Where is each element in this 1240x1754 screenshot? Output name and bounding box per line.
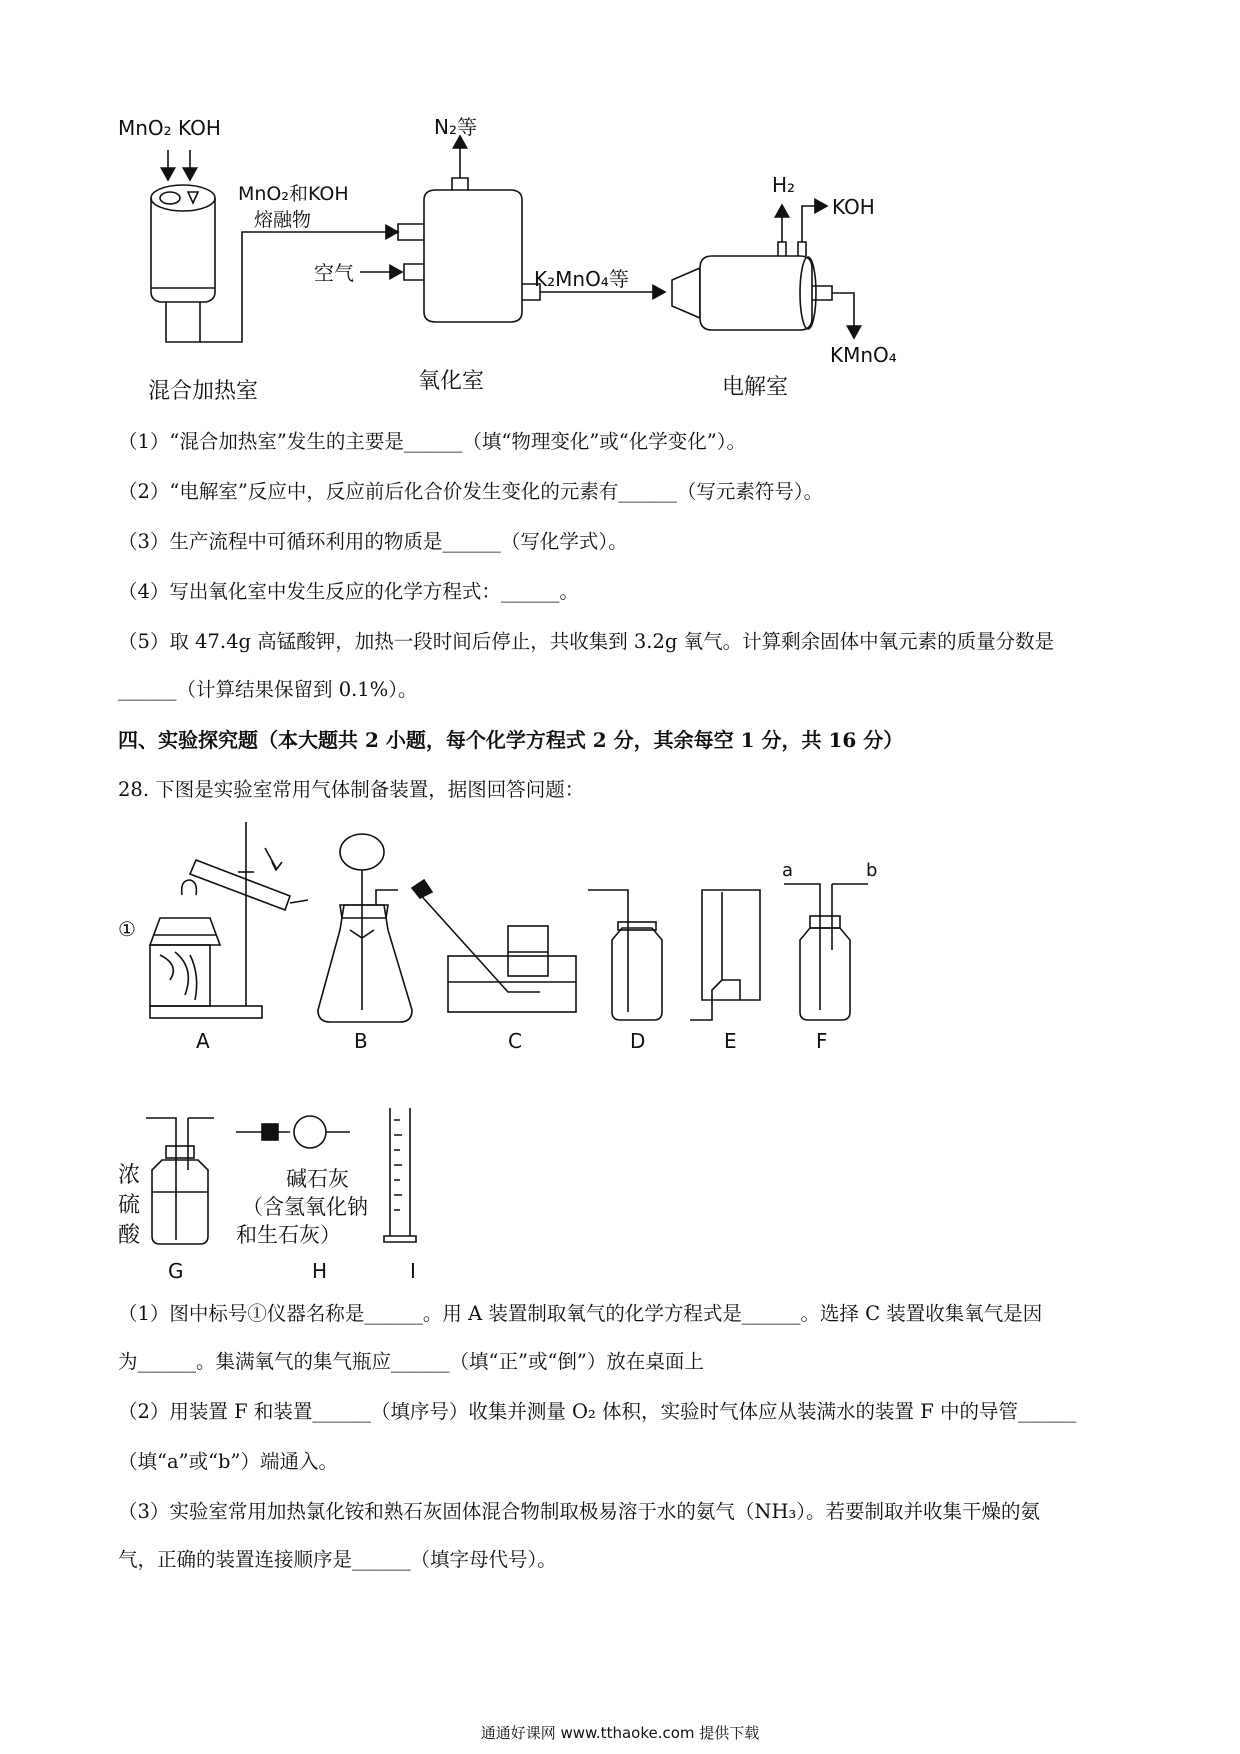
inputs-label: MnO₂ KOH — [118, 116, 221, 140]
q28-line-4: （填“a”或“b”）端通入。 — [118, 1450, 338, 1473]
room-ox-label: 氧化室 — [418, 369, 485, 394]
label-h: H — [312, 1259, 328, 1283]
apparatus-b — [318, 834, 412, 1022]
kmno4-label: KMnO₄ — [830, 343, 897, 367]
q27-line-2: （2）“电解室”反应中，反应前后化合价发生变化的元素有______（写元素符号）。 — [118, 480, 824, 503]
apparatus-f — [784, 884, 868, 1020]
q27-line-5: （5）取 47.4g 高锰酸钾，加热一段时间后停止，共收集到 3.2g 氧气。计算剩余固体中氧元素的质量分数是 — [118, 630, 1055, 653]
apparatus-g — [146, 1118, 214, 1244]
room-mix-label: 混合加热室 — [148, 379, 259, 404]
koh-out-label: KOH — [832, 195, 875, 219]
k2mno4-label: K₂MnO₄等 — [534, 267, 629, 291]
air-label: 空气 — [314, 261, 354, 285]
label-c: C — [508, 1029, 522, 1053]
label-f: F — [816, 1029, 828, 1053]
melt-label-2: 熔融物 — [254, 209, 312, 231]
q27-line-3: （3）生产流程中可循环利用的物质是______（写化学式）。 — [118, 530, 628, 553]
apparatus-a — [150, 822, 308, 1018]
q28-line-3: （2）用装置 F 和装置______（填序号）收集并测量 O₂ 体积，实验时气体应从装满水的装置 F 中的导管______ — [118, 1400, 1077, 1423]
label-1-marker: ① — [118, 917, 136, 941]
g-text-2: 硫 — [118, 1193, 141, 1218]
h-text-3: 和生石灰） — [236, 1223, 341, 1247]
melt-label-1: MnO₂和KOH — [238, 183, 349, 205]
q27-line-1: （1）“混合加热室”发生的主要是______（填“物理变化”或“化学变化”）。 — [118, 430, 746, 453]
label-d: D — [630, 1029, 646, 1053]
label-g: G — [168, 1259, 184, 1283]
q28-line-6: 气，正确的装置连接顺序是______（填字母代号）。 — [118, 1548, 557, 1571]
apparatus-d — [588, 890, 662, 1020]
g-text-1: 浓 — [118, 1163, 141, 1188]
apparatus-i — [384, 1108, 416, 1242]
label-b: B — [354, 1029, 368, 1053]
q28-line-2: 为______。集满氧气的集气瓶应______（填“正”或“倒”）放在桌面上 — [118, 1350, 704, 1373]
q28-intro: 28. 下图是实验室常用气体制备装置，据图回答问题： — [118, 778, 585, 801]
label-f-a: a — [782, 860, 794, 881]
apparatus-e — [690, 890, 760, 1020]
q27-line-6: ______（计算结果保留到 0.1%）。 — [118, 678, 418, 701]
label-f-b: b — [866, 860, 878, 881]
room-el-label: 电解室 — [722, 375, 789, 400]
label-e: E — [724, 1029, 737, 1053]
h-text-2: （含氢氧化钠 — [242, 1195, 368, 1219]
label-i: I — [410, 1259, 416, 1283]
q28-line-5: （3）实验室常用加热氯化铵和熟石灰固体混合物制取极易溶于水的氨气（NH₃）。若要制取并收集干燥的氨 — [118, 1500, 1041, 1523]
h-text-1: 碱石灰 — [286, 1167, 349, 1191]
apparatus-h — [236, 1116, 350, 1148]
label-a: A — [196, 1029, 210, 1053]
g-text-3: 酸 — [118, 1223, 141, 1248]
footer: 通通好课网 www.tthaoke.com 提供下载 — [480, 1724, 760, 1742]
n2-label: N₂等 — [434, 115, 477, 139]
q28-line-1: （1）图中标号①仪器名称是______。用 A 装置制取氧气的化学方程式是______。选择 C 装置收集氧气是因 — [118, 1302, 1043, 1325]
apparatus-c — [412, 880, 576, 1012]
q27-line-4: （4）写出氧化室中发生反应的化学方程式：______。 — [118, 580, 579, 603]
section-title: 四、实验探究题（本大题共 2 小题，每个化学方程式 2 分，其余每空 1 分，共 16 分） — [118, 728, 904, 752]
h2-label: H₂ — [772, 173, 796, 197]
